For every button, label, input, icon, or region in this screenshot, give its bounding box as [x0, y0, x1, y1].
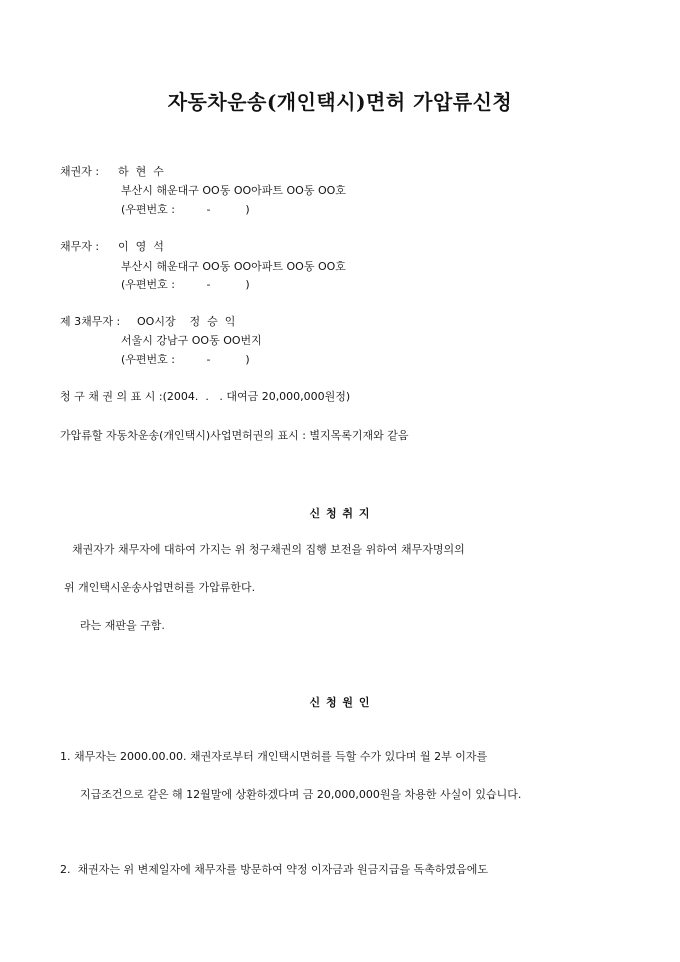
claim-statement: 청 구 채 권 의 표 시 :(2004. . . 대여금 20,000,000원정): [60, 390, 351, 403]
debtor-label: 채무자 :: [60, 240, 100, 253]
purpose-line-3: 라는 재판을 구함.: [80, 619, 165, 632]
reason-paragraph-2-line-1: 2. 채권자는 위 변제일자에 채무자를 방문하여 약정 이자금과 원금지급을 독촉하였음에도: [60, 863, 488, 876]
reason-paragraph-1-line-1: 1. 채무자는 2000.00.00. 채권자로부터 개인택시면허를 득할 수가 있다며 월 2부 이자를: [60, 750, 488, 763]
debtor-name: 이 영 석: [118, 240, 164, 253]
license-statement: 가압류할 자동차운송(개인택시)사업면허권의 표시 : 별지목록기재와 같음: [60, 429, 409, 442]
third-debtor-address: 서울시 강남구 OO동 OO번지: [121, 334, 262, 347]
debtor-postal: (우편번호 : - ): [121, 278, 250, 291]
purpose-line-2: 위 개인택시운송사업면허를 가압류한다.: [64, 581, 256, 594]
creditor-label: 채권자 :: [60, 165, 100, 178]
creditor-name: 하 현 수: [118, 165, 164, 178]
purpose-line-1: 채권자가 채무자에 대하여 가지는 위 청구채권의 집행 보전을 위하여 채무자명의의: [72, 543, 465, 556]
third-debtor-label: 제 3채무자 :: [60, 315, 121, 328]
third-debtor-postal: (우편번호 : - ): [121, 353, 250, 366]
third-debtor-name: OO시장 정 승 익: [137, 315, 236, 328]
creditor-address: 부산시 해운대구 OO동 OO아파트 OO동 OO호: [121, 184, 346, 197]
reason-heading: 신 청 원 인: [309, 696, 371, 709]
document-title: 자동차운송(개인택시)면허 가압류신청: [167, 90, 513, 114]
reason-paragraph-1-line-2: 지급조건으로 같은 해 12월말에 상환하겠다며 금 20,000,000원을 차용한 사실이 있습니다.: [80, 788, 522, 801]
creditor-postal: (우편번호 : - ): [121, 203, 250, 216]
debtor-address: 부산시 해운대구 OO동 OO아파트 OO동 OO호: [121, 260, 346, 273]
purpose-heading: 신 청 취 지: [309, 507, 371, 520]
